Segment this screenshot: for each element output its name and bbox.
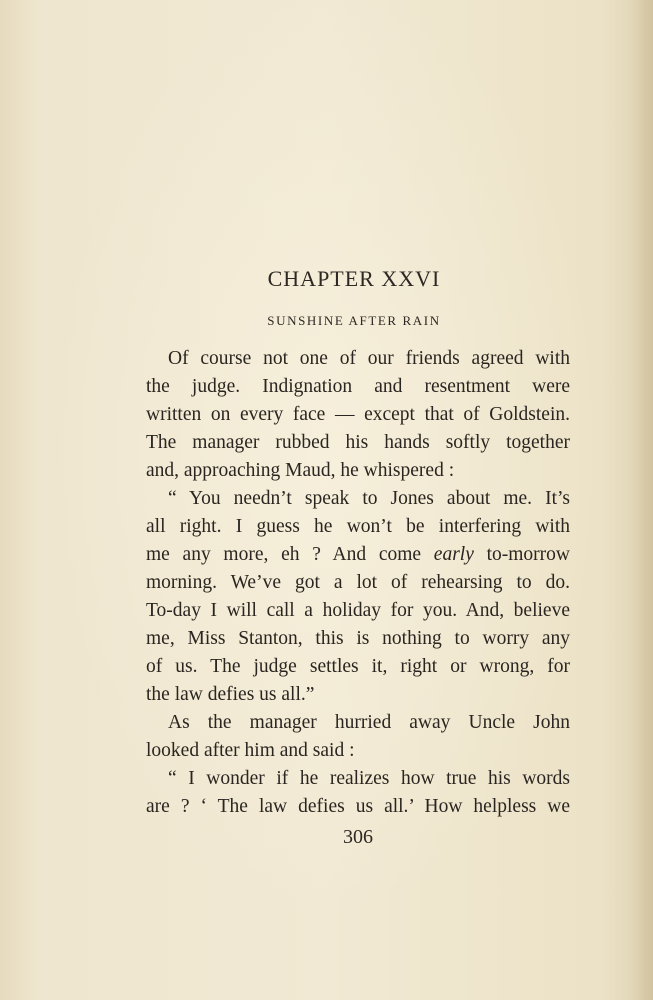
text-line: of us. The judge settles it, right or wrong, for — [146, 656, 570, 677]
text-line: the law defies us all.” — [146, 684, 315, 705]
text-line-with-emphasis — [146, 541, 570, 569]
text-line: the judge. Indignation and resentment were — [146, 376, 570, 397]
text-line: and, approaching Maud, he whispered : — [146, 460, 455, 481]
text-line: “ I wonder if he realizes how true his words — [168, 768, 570, 789]
text-line: “ You needn’t speak to Jones about me. It’s — [168, 488, 570, 509]
text-line: The manager rubbed his hands softly together — [146, 432, 570, 453]
chapter-title: CHAPTER XXVI — [267, 266, 441, 291]
text-line: me, Miss Stanton, this is nothing to worry any — [146, 628, 570, 649]
text-line: Of course not one of our friends agreed with — [168, 348, 570, 369]
text-segment: me any more, eh ? And come — [146, 544, 434, 565]
chapter-subtitle: SUNSHINE AFTER RAIN — [267, 313, 441, 328]
text-line: written on every face — except that of Goldstein. — [146, 404, 570, 425]
text-line: are ? ‘ The law defies us all.’ How helpless we — [146, 796, 570, 817]
text-line: all right. I guess he won’t be interfering with — [146, 516, 570, 537]
body-text — [146, 345, 570, 821]
text-line: looked after him and said : — [146, 740, 355, 761]
page-edge-shadow — [631, 0, 653, 1000]
text-line: To-day I will call a holiday for you. And, believe — [146, 600, 570, 621]
text-line: As the manager hurried away Uncle John — [168, 712, 570, 733]
page-number: 306 — [343, 826, 373, 848]
text-line: morning. We’ve got a lot of rehearsing to do. — [146, 572, 570, 593]
emphasized-word: early — [433, 544, 474, 565]
text-segment: to-morrow — [473, 544, 570, 565]
